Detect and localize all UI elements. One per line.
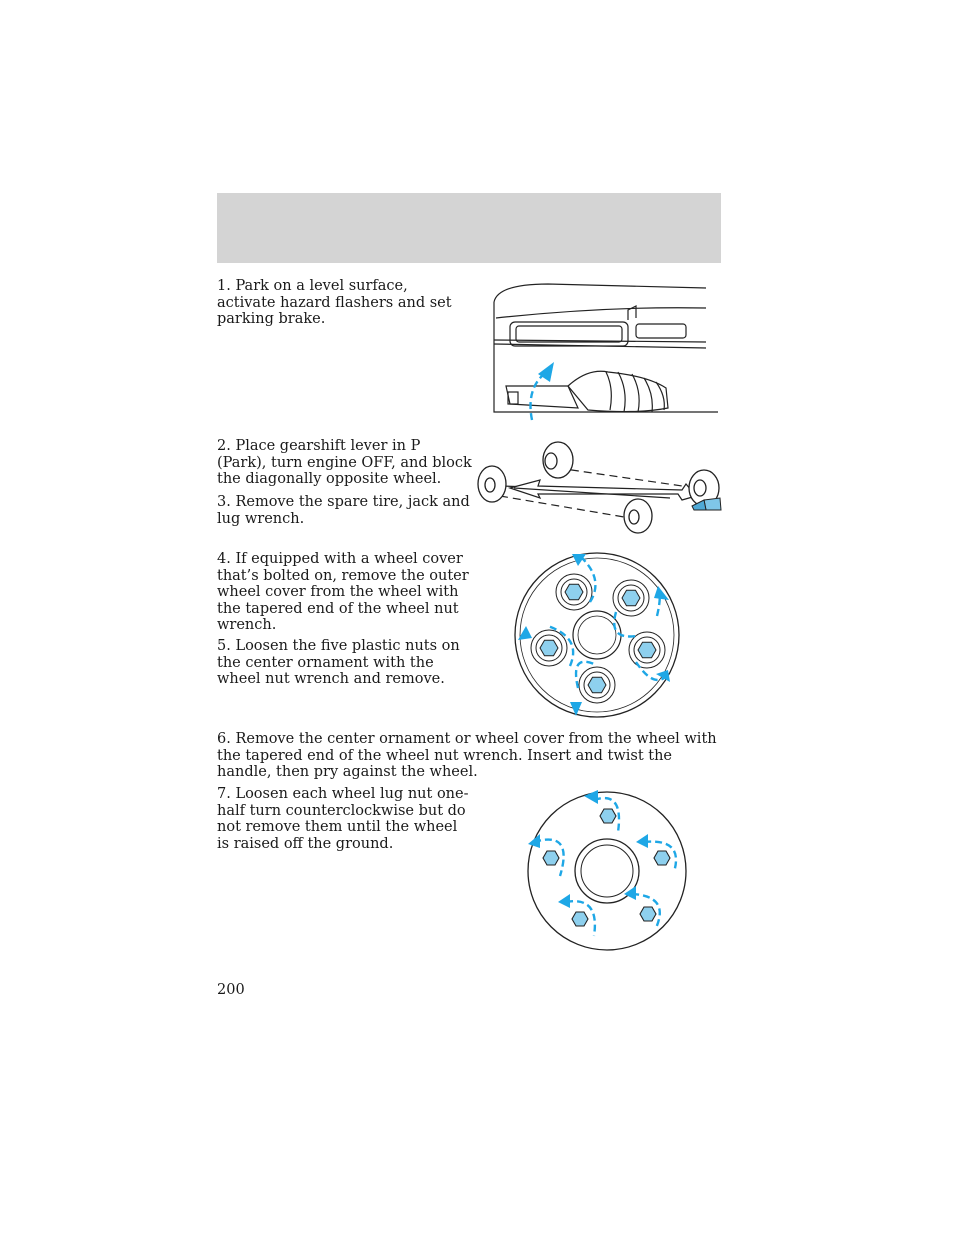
step-3-text: 3. Remove the spare tire, jack and lug wrench. <box>217 494 470 527</box>
page-number: 200 <box>217 982 245 998</box>
step-5-text: 5. Loosen the five plastic nuts on the center ornament with the wheel nut wrench and remove. <box>217 638 460 687</box>
parking-brake-illustration <box>488 278 723 428</box>
step-4-text: 4. If equipped with a wheel cover that’s bolted on, remove the outer wheel cover from the wheel with the tapered end of the wheel nut wrench. <box>217 551 469 633</box>
diagonal-wheel-block-illustration <box>470 438 725 538</box>
step-7-text: 7. Loosen each wheel lug nut one-half turn counterclockwise but do not remove them until the wheel is raised off the ground. <box>217 786 469 852</box>
lug-nuts-loosen-illustration <box>524 786 694 954</box>
step-2-text: 2. Place gearshift lever in P (Park), turn engine OFF, and block the diagonally opposite wheel. <box>217 438 472 487</box>
section-header-band <box>217 193 721 263</box>
step-6-text: 6. Remove the center ornament or wheel cover from the wheel with the tapered end of the wheel nut wrench. Insert and twist the handle, then pry against the wheel. <box>217 731 717 780</box>
wheel-cover-nuts-illustration <box>512 550 692 722</box>
step-1-text: 1. Park on a level surface, activate hazard flashers and set parking brake. <box>217 278 452 327</box>
